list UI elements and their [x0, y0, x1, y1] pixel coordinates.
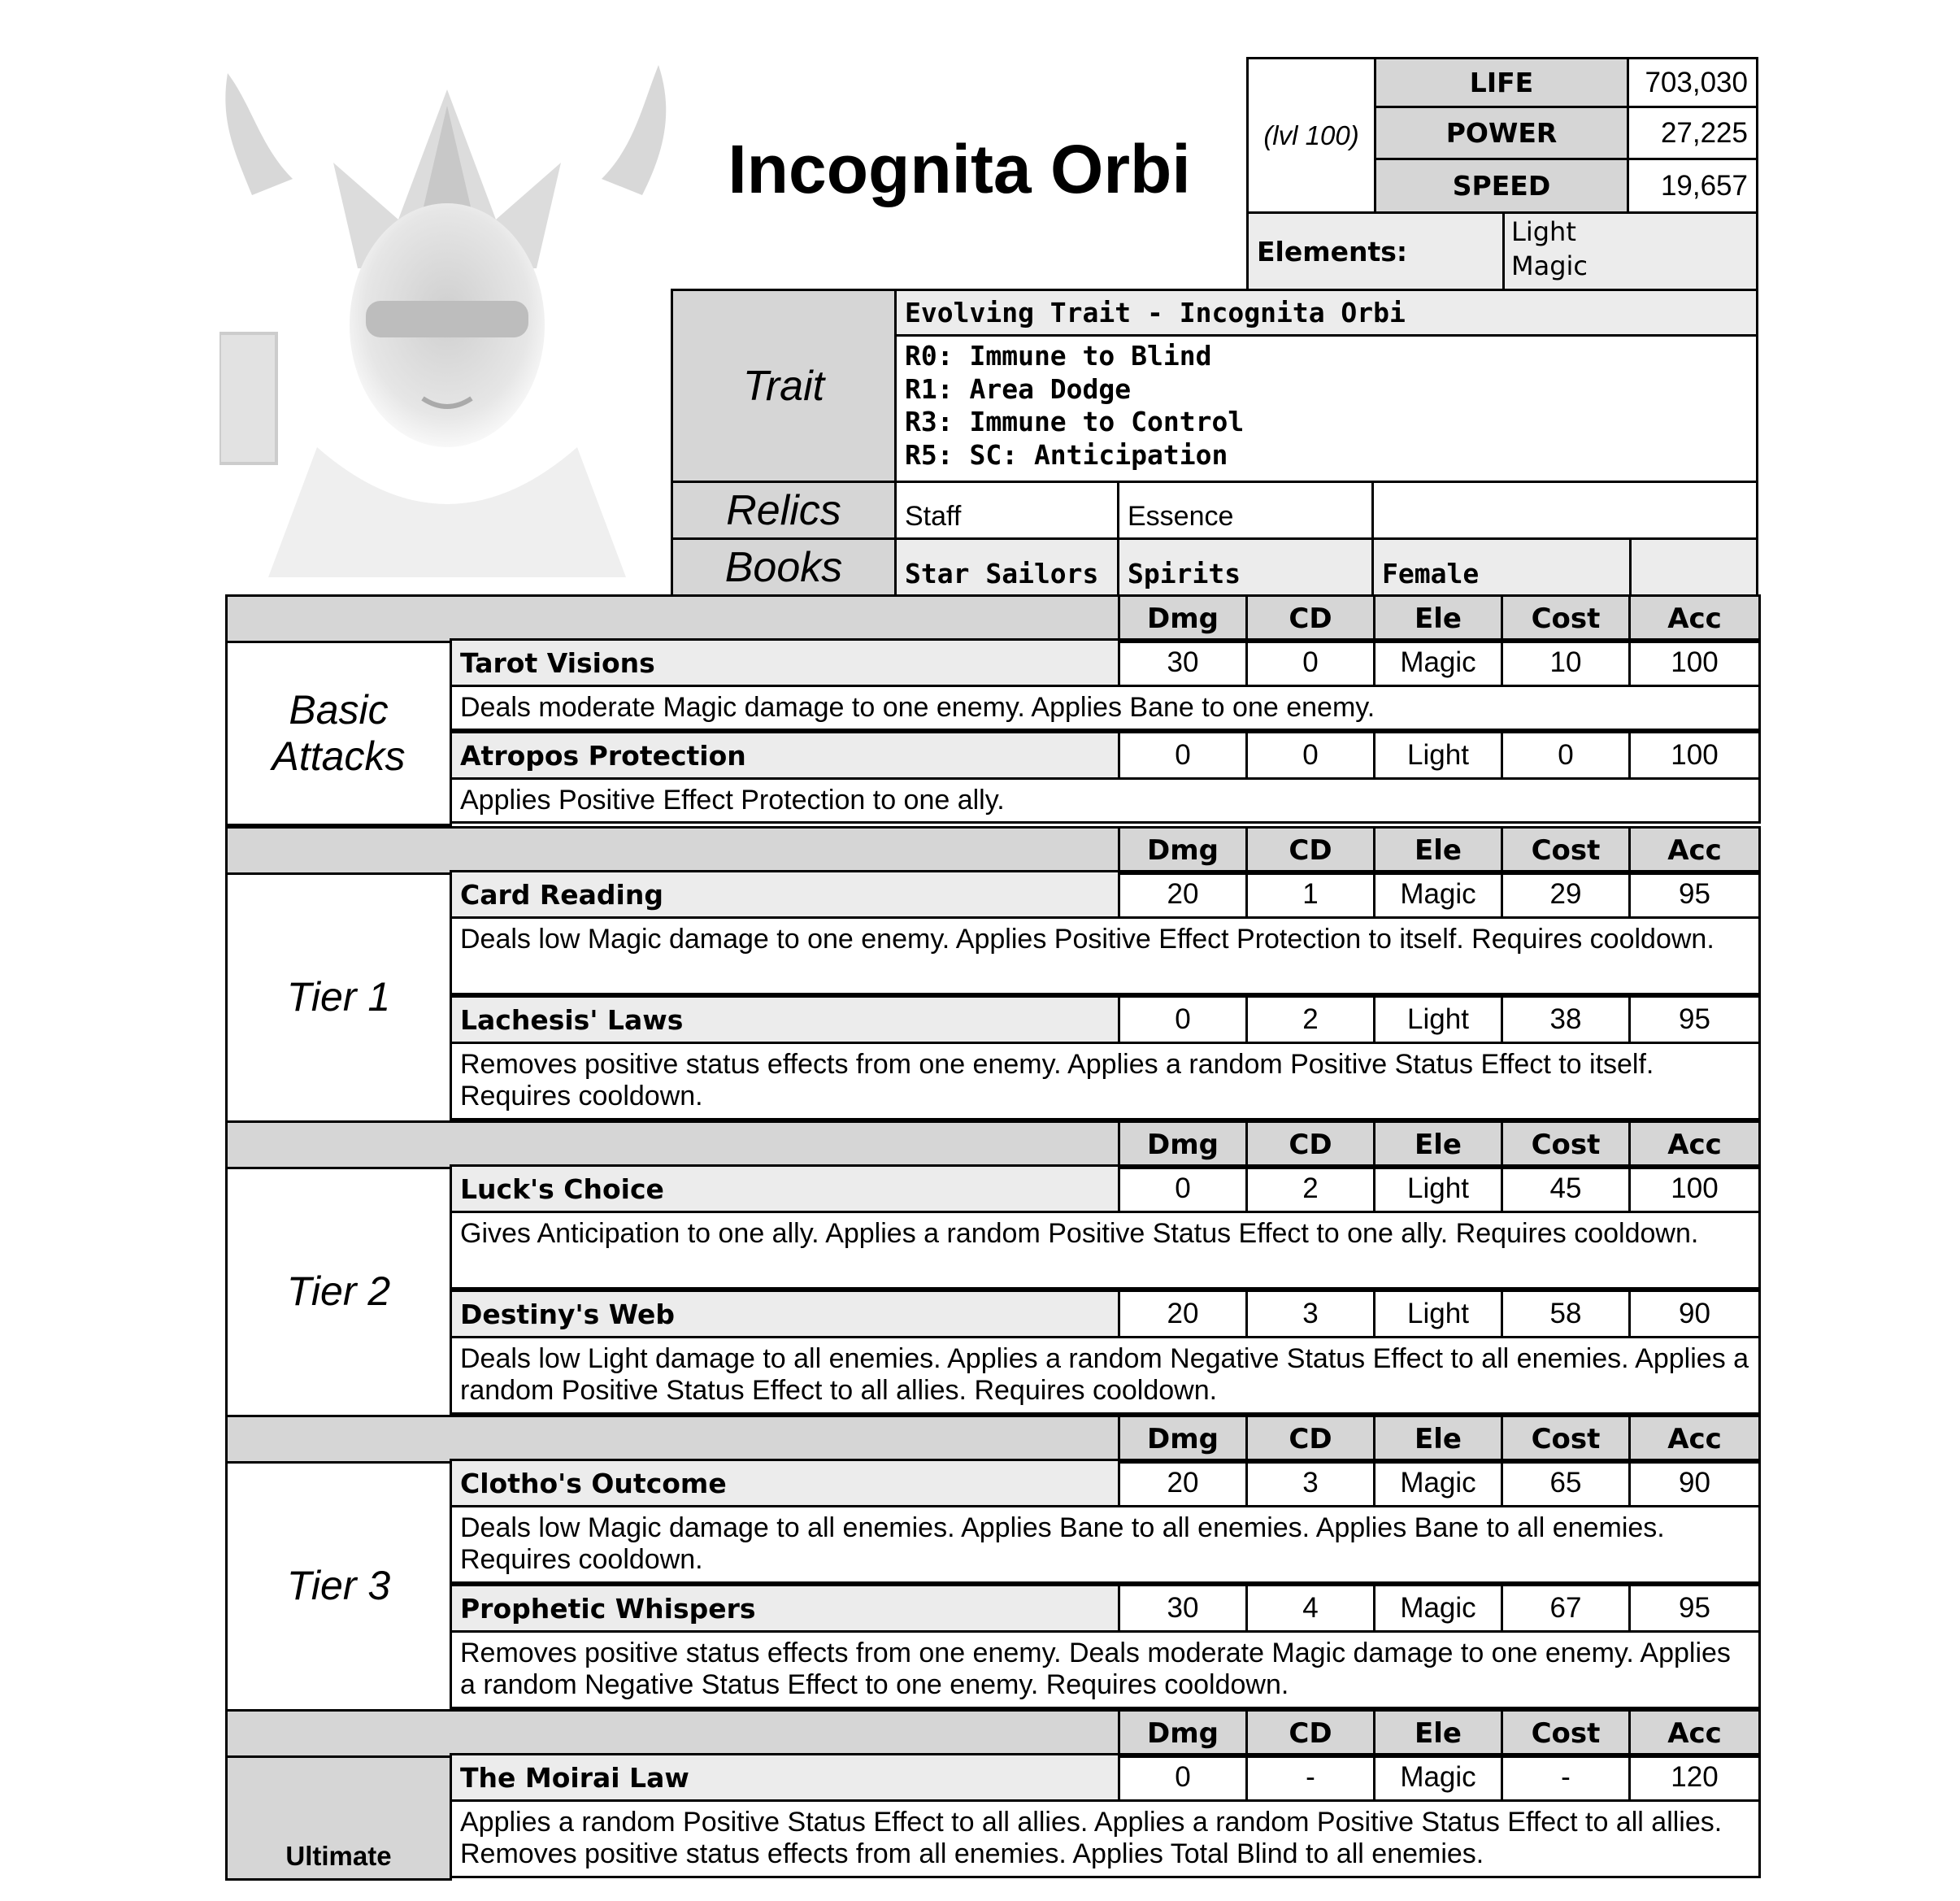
- relics-label: Relics: [671, 481, 897, 540]
- column-header-cd: CD: [1245, 1415, 1375, 1464]
- column-header-acc: Acc: [1628, 1415, 1761, 1464]
- column-header-cd: CD: [1245, 826, 1375, 875]
- skill-cost: 10: [1501, 638, 1631, 687]
- skill-ele: Magic: [1373, 638, 1503, 687]
- skill-cost: -: [1501, 1753, 1631, 1802]
- skill-description: Applies a random Positive Status Effect to all allies. Applies a random Positive Status Effect to all allies. Removes positive status effects from all enemies. Applies Total Blind to all enemies.: [450, 1799, 1761, 1878]
- element-magic: Magic: [1511, 250, 1588, 281]
- column-header-cost: Cost: [1501, 594, 1631, 643]
- column-header-cd: CD: [1245, 594, 1375, 643]
- stat-value-speed: 19,657: [1627, 158, 1758, 214]
- skill-cost: 58: [1501, 1290, 1631, 1338]
- stat-value-life: 703,030: [1627, 57, 1758, 108]
- book-empty: [1629, 537, 1758, 597]
- skill-cd: 0: [1245, 731, 1375, 780]
- skill-description: Applies Positive Effect Protection to one ally.: [450, 777, 1761, 824]
- skill-acc: 100: [1628, 1164, 1761, 1213]
- skill-description: Deals moderate Magic damage to one enemy. Applies Bane to one enemy.: [450, 685, 1761, 731]
- skill-name: Destiny's Web: [450, 1290, 1120, 1338]
- element-light: Light: [1511, 216, 1576, 247]
- books-label: Books: [671, 537, 897, 597]
- skill-ele: Magic: [1373, 1459, 1503, 1507]
- trait-line-r5: R5: SC: Anticipation: [905, 438, 1228, 471]
- relic-staff: Staff: [894, 481, 1119, 540]
- column-header-acc: Acc: [1628, 1120, 1761, 1169]
- hero-name: Incognita Orbi: [728, 131, 1191, 207]
- column-header-dmg: Dmg: [1118, 1709, 1248, 1758]
- skill-dmg: 0: [1118, 1753, 1248, 1802]
- column-header-cost: Cost: [1501, 1709, 1631, 1758]
- skill-ele: Light: [1373, 1164, 1503, 1213]
- book-spirits: Spirits: [1117, 537, 1374, 597]
- column-header-cost: Cost: [1501, 826, 1631, 875]
- section-label-2: Tier 2: [225, 1167, 452, 1417]
- skill-ele: Light: [1373, 1290, 1503, 1338]
- skill-name: Clotho's Outcome: [450, 1459, 1120, 1507]
- skill-acc: 95: [1628, 1584, 1761, 1633]
- elements-list: [1502, 211, 1758, 291]
- section-label-1: Tier 1: [225, 872, 452, 1123]
- section-label-0: Basic Attacks: [225, 641, 452, 826]
- skill-description: Deals low Light damage to all enemies. Applies a random Negative Status Effect to all enemies. Applies a random Positive Status Effect to all allies. Requires cooldown.: [450, 1336, 1761, 1415]
- skill-cd: 4: [1245, 1584, 1375, 1633]
- section-header-spacer: [225, 594, 1120, 643]
- skill-name: The Moirai Law: [450, 1753, 1120, 1802]
- section-header-spacer: [225, 1709, 1120, 1758]
- skill-cost: 29: [1501, 870, 1631, 919]
- elements-label: Elements:: [1246, 211, 1505, 291]
- section-label-3: Tier 3: [225, 1461, 452, 1712]
- skill-name: Prophetic Whispers: [450, 1584, 1120, 1633]
- section-header-spacer: [225, 826, 1120, 875]
- skill-description: Gives Anticipation to one ally. Applies a random Positive Status Effect to one ally. Requires cooldown.: [450, 1211, 1761, 1290]
- skill-cost: 45: [1501, 1164, 1631, 1213]
- skill-acc: 100: [1628, 731, 1761, 780]
- column-header-dmg: Dmg: [1118, 594, 1248, 643]
- stat-label-speed: SPEED: [1374, 158, 1629, 214]
- column-header-ele: Ele: [1373, 826, 1503, 875]
- skill-cd: 3: [1245, 1459, 1375, 1507]
- skill-name: Lachesis' Laws: [450, 995, 1120, 1044]
- column-header-ele: Ele: [1373, 594, 1503, 643]
- column-header-ele: Ele: [1373, 1709, 1503, 1758]
- skill-description: Removes positive status effects from one enemy. Deals moderate Magic damage to one enemy. Applies a random Negative Status Effect to one enemy. Requires cooldown.: [450, 1630, 1761, 1709]
- skill-cd: 0: [1245, 638, 1375, 687]
- skill-acc: 90: [1628, 1459, 1761, 1507]
- skill-ele: Magic: [1373, 870, 1503, 919]
- skill-dmg: 20: [1118, 870, 1248, 919]
- skill-dmg: 30: [1118, 638, 1248, 687]
- skill-cost: 38: [1501, 995, 1631, 1044]
- section-label-4: Ultimate: [225, 1755, 452, 1881]
- hero-level: (lvl 100): [1246, 57, 1376, 214]
- skill-acc: 100: [1628, 638, 1761, 687]
- skill-name: Card Reading: [450, 870, 1120, 919]
- stat-label-life: LIFE: [1374, 57, 1629, 108]
- skill-ele: Light: [1373, 731, 1503, 780]
- column-header-cost: Cost: [1501, 1415, 1631, 1464]
- trait-title: Evolving Trait - Incognita Orbi: [894, 289, 1758, 337]
- skill-cd: 2: [1245, 1164, 1375, 1213]
- skill-dmg: 0: [1118, 731, 1248, 780]
- column-header-dmg: Dmg: [1118, 826, 1248, 875]
- trait-lines: [894, 334, 1758, 483]
- skill-ele: Magic: [1373, 1584, 1503, 1633]
- skill-acc: 90: [1628, 1290, 1761, 1338]
- trait-line-r3: R3: Immune to Control: [905, 406, 1245, 438]
- section-header-spacer: [225, 1415, 1120, 1464]
- trait-label: Trait: [671, 289, 897, 483]
- skill-description: Removes positive status effects from one enemy. Applies a random Positive Status Effect to itself. Requires cooldown.: [450, 1042, 1761, 1120]
- column-header-ele: Ele: [1373, 1415, 1503, 1464]
- column-header-acc: Acc: [1628, 826, 1761, 875]
- column-header-acc: Acc: [1628, 1709, 1761, 1758]
- trait-line-r1: R1: Area Dodge: [905, 372, 1132, 405]
- skill-ele: Light: [1373, 995, 1503, 1044]
- column-header-dmg: Dmg: [1118, 1120, 1248, 1169]
- skill-cd: 2: [1245, 995, 1375, 1044]
- book-star-sailors: Star Sailors: [894, 537, 1119, 597]
- relic-empty: [1371, 481, 1758, 540]
- skill-cost: 65: [1501, 1459, 1631, 1507]
- skill-acc: 95: [1628, 870, 1761, 919]
- skill-dmg: 20: [1118, 1290, 1248, 1338]
- skill-description: Deals low Magic damage to all enemies. Applies Bane to all enemies. Applies Bane to all enemies. Requires cooldown.: [450, 1505, 1761, 1584]
- column-header-dmg: Dmg: [1118, 1415, 1248, 1464]
- skill-dmg: 20: [1118, 1459, 1248, 1507]
- stat-label-power: POWER: [1374, 106, 1629, 160]
- skill-dmg: 0: [1118, 995, 1248, 1044]
- skill-acc: 95: [1628, 995, 1761, 1044]
- skill-name: Atropos Protection: [450, 731, 1120, 780]
- stat-value-power: 27,225: [1627, 106, 1758, 160]
- trait-line-r0: R0: Immune to Blind: [905, 340, 1212, 372]
- skill-dmg: 30: [1118, 1584, 1248, 1633]
- skill-dmg: 0: [1118, 1164, 1248, 1213]
- skill-name: Luck's Choice: [450, 1164, 1120, 1213]
- skill-ele: Magic: [1373, 1753, 1503, 1802]
- column-header-ele: Ele: [1373, 1120, 1503, 1169]
- hero-portrait: [219, 57, 675, 577]
- column-header-cost: Cost: [1501, 1120, 1631, 1169]
- skill-description: Deals low Magic damage to one enemy. Applies Positive Effect Protection to itself. Requires cooldown.: [450, 916, 1761, 995]
- skill-cd: -: [1245, 1753, 1375, 1802]
- skill-acc: 120: [1628, 1753, 1761, 1802]
- column-header-cd: CD: [1245, 1709, 1375, 1758]
- skill-cd: 3: [1245, 1290, 1375, 1338]
- column-header-acc: Acc: [1628, 594, 1761, 643]
- skill-name: Tarot Visions: [450, 638, 1120, 687]
- skill-cd: 1: [1245, 870, 1375, 919]
- section-header-spacer: [225, 1120, 1120, 1169]
- skill-cost: 0: [1501, 731, 1631, 780]
- book-female: Female: [1371, 537, 1632, 597]
- column-header-cd: CD: [1245, 1120, 1375, 1169]
- skill-cost: 67: [1501, 1584, 1631, 1633]
- relic-essence: Essence: [1117, 481, 1374, 540]
